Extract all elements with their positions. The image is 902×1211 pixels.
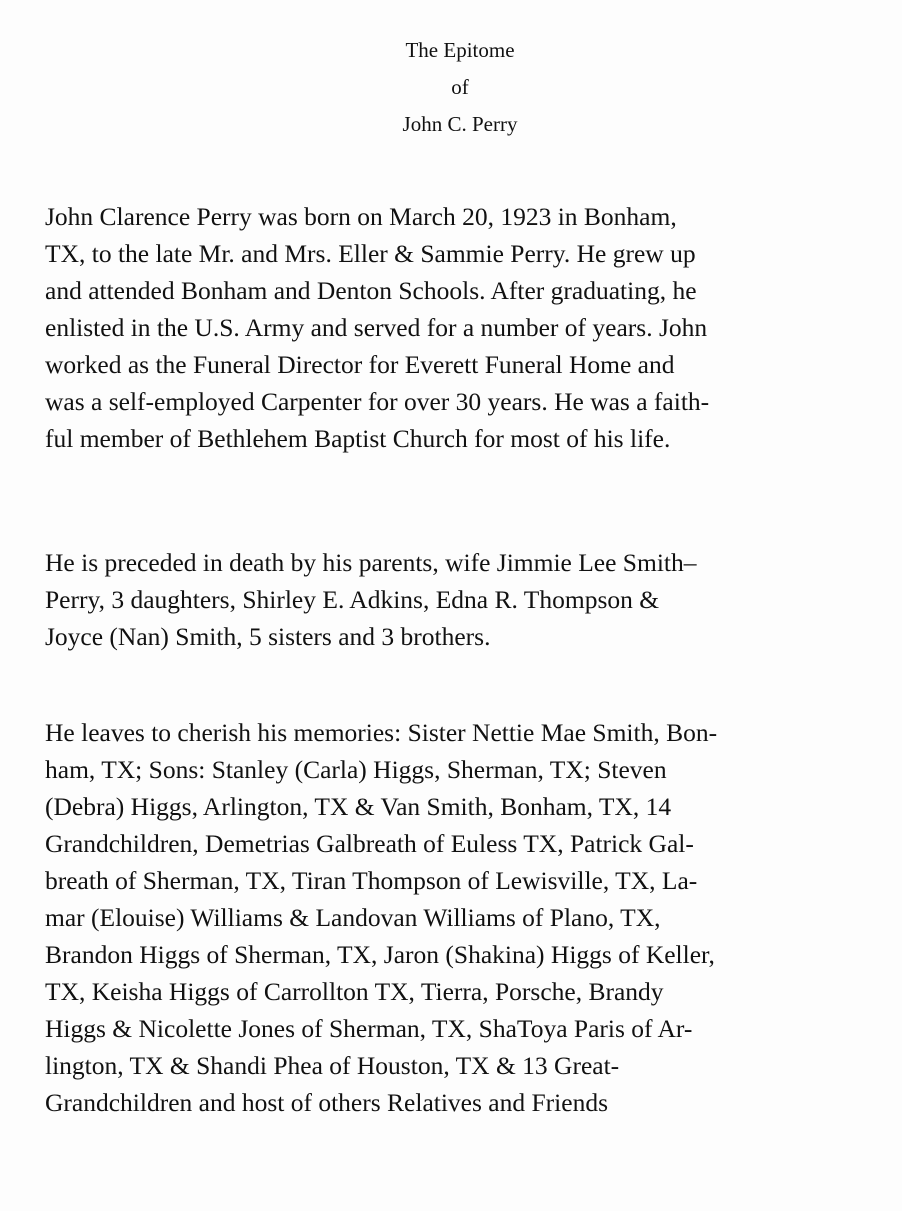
text-line: Grandchildren and host of others Relatives and Friends: [45, 1088, 608, 1117]
text-line: TX, Keisha Higgs of Carrollton TX, Tierra, Porsche, Brandy: [45, 977, 664, 1006]
text-line: TX, to the late Mr. and Mrs. Eller & Sammie Perry. He grew up: [45, 239, 696, 268]
text-line: worked as the Funeral Director for Everett Funeral Home and: [45, 350, 675, 379]
text-line: mar (Elouise) Williams & Landovan Williams of Plano, TX,: [45, 903, 661, 932]
text-line: ful member of Bethlehem Baptist Church for most of his life.: [45, 424, 671, 453]
text-line: Grandchildren, Demetrias Galbreath of Euless TX, Patrick Gal-: [45, 829, 694, 858]
text-line: and attended Bonham and Denton Schools. After graduating, he: [45, 276, 697, 305]
text-line: (Debra) Higgs, Arlington, TX & Van Smith, Bonham, TX, 14: [45, 792, 672, 821]
text-line: Brandon Higgs of Sherman, TX, Jaron (Shakina) Higgs of Keller,: [45, 940, 715, 969]
text-line: Perry, 3 daughters, Shirley E. Adkins, Edna R. Thompson &: [45, 585, 660, 614]
text-line: John Clarence Perry was born on March 20, 1923 in Bonham,: [45, 202, 677, 231]
text-line: lington, TX & Shandi Phea of Houston, TX & 13 Great-: [45, 1051, 620, 1080]
text-line: He leaves to cherish his memories: Sister Nettie Mae Smith, Bon-: [45, 718, 718, 747]
preceded-in-death-paragraph: [45, 544, 875, 655]
biography-paragraph: [45, 198, 875, 457]
title-line-1: The Epitome: [405, 38, 515, 62]
text-line: was a self-employed Carpenter for over 30 years. He was a faith-: [45, 387, 710, 416]
text-line: ham, TX; Sons: Stanley (Carla) Higgs, Sherman, TX; Steven: [45, 755, 667, 784]
title-line-2: of: [451, 75, 469, 99]
text-line: enlisted in the U.S. Army and served for a number of years. John: [45, 313, 708, 342]
text-line: Joyce (Nan) Smith, 5 sisters and 3 brothers.: [45, 622, 491, 651]
text-line: He is preceded in death by his parents, wife Jimmie Lee Smith–: [45, 548, 697, 577]
text-line: Higgs & Nicolette Jones of Sherman, TX, ShaToya Paris of Ar-: [45, 1014, 693, 1043]
title-line-3: John C. Perry: [402, 112, 518, 136]
text-line: breath of Sherman, TX, Tiran Thompson of Lewisville, TX, La-: [45, 866, 698, 895]
page-title: [0, 32, 902, 143]
survivors-paragraph: [45, 714, 875, 1121]
